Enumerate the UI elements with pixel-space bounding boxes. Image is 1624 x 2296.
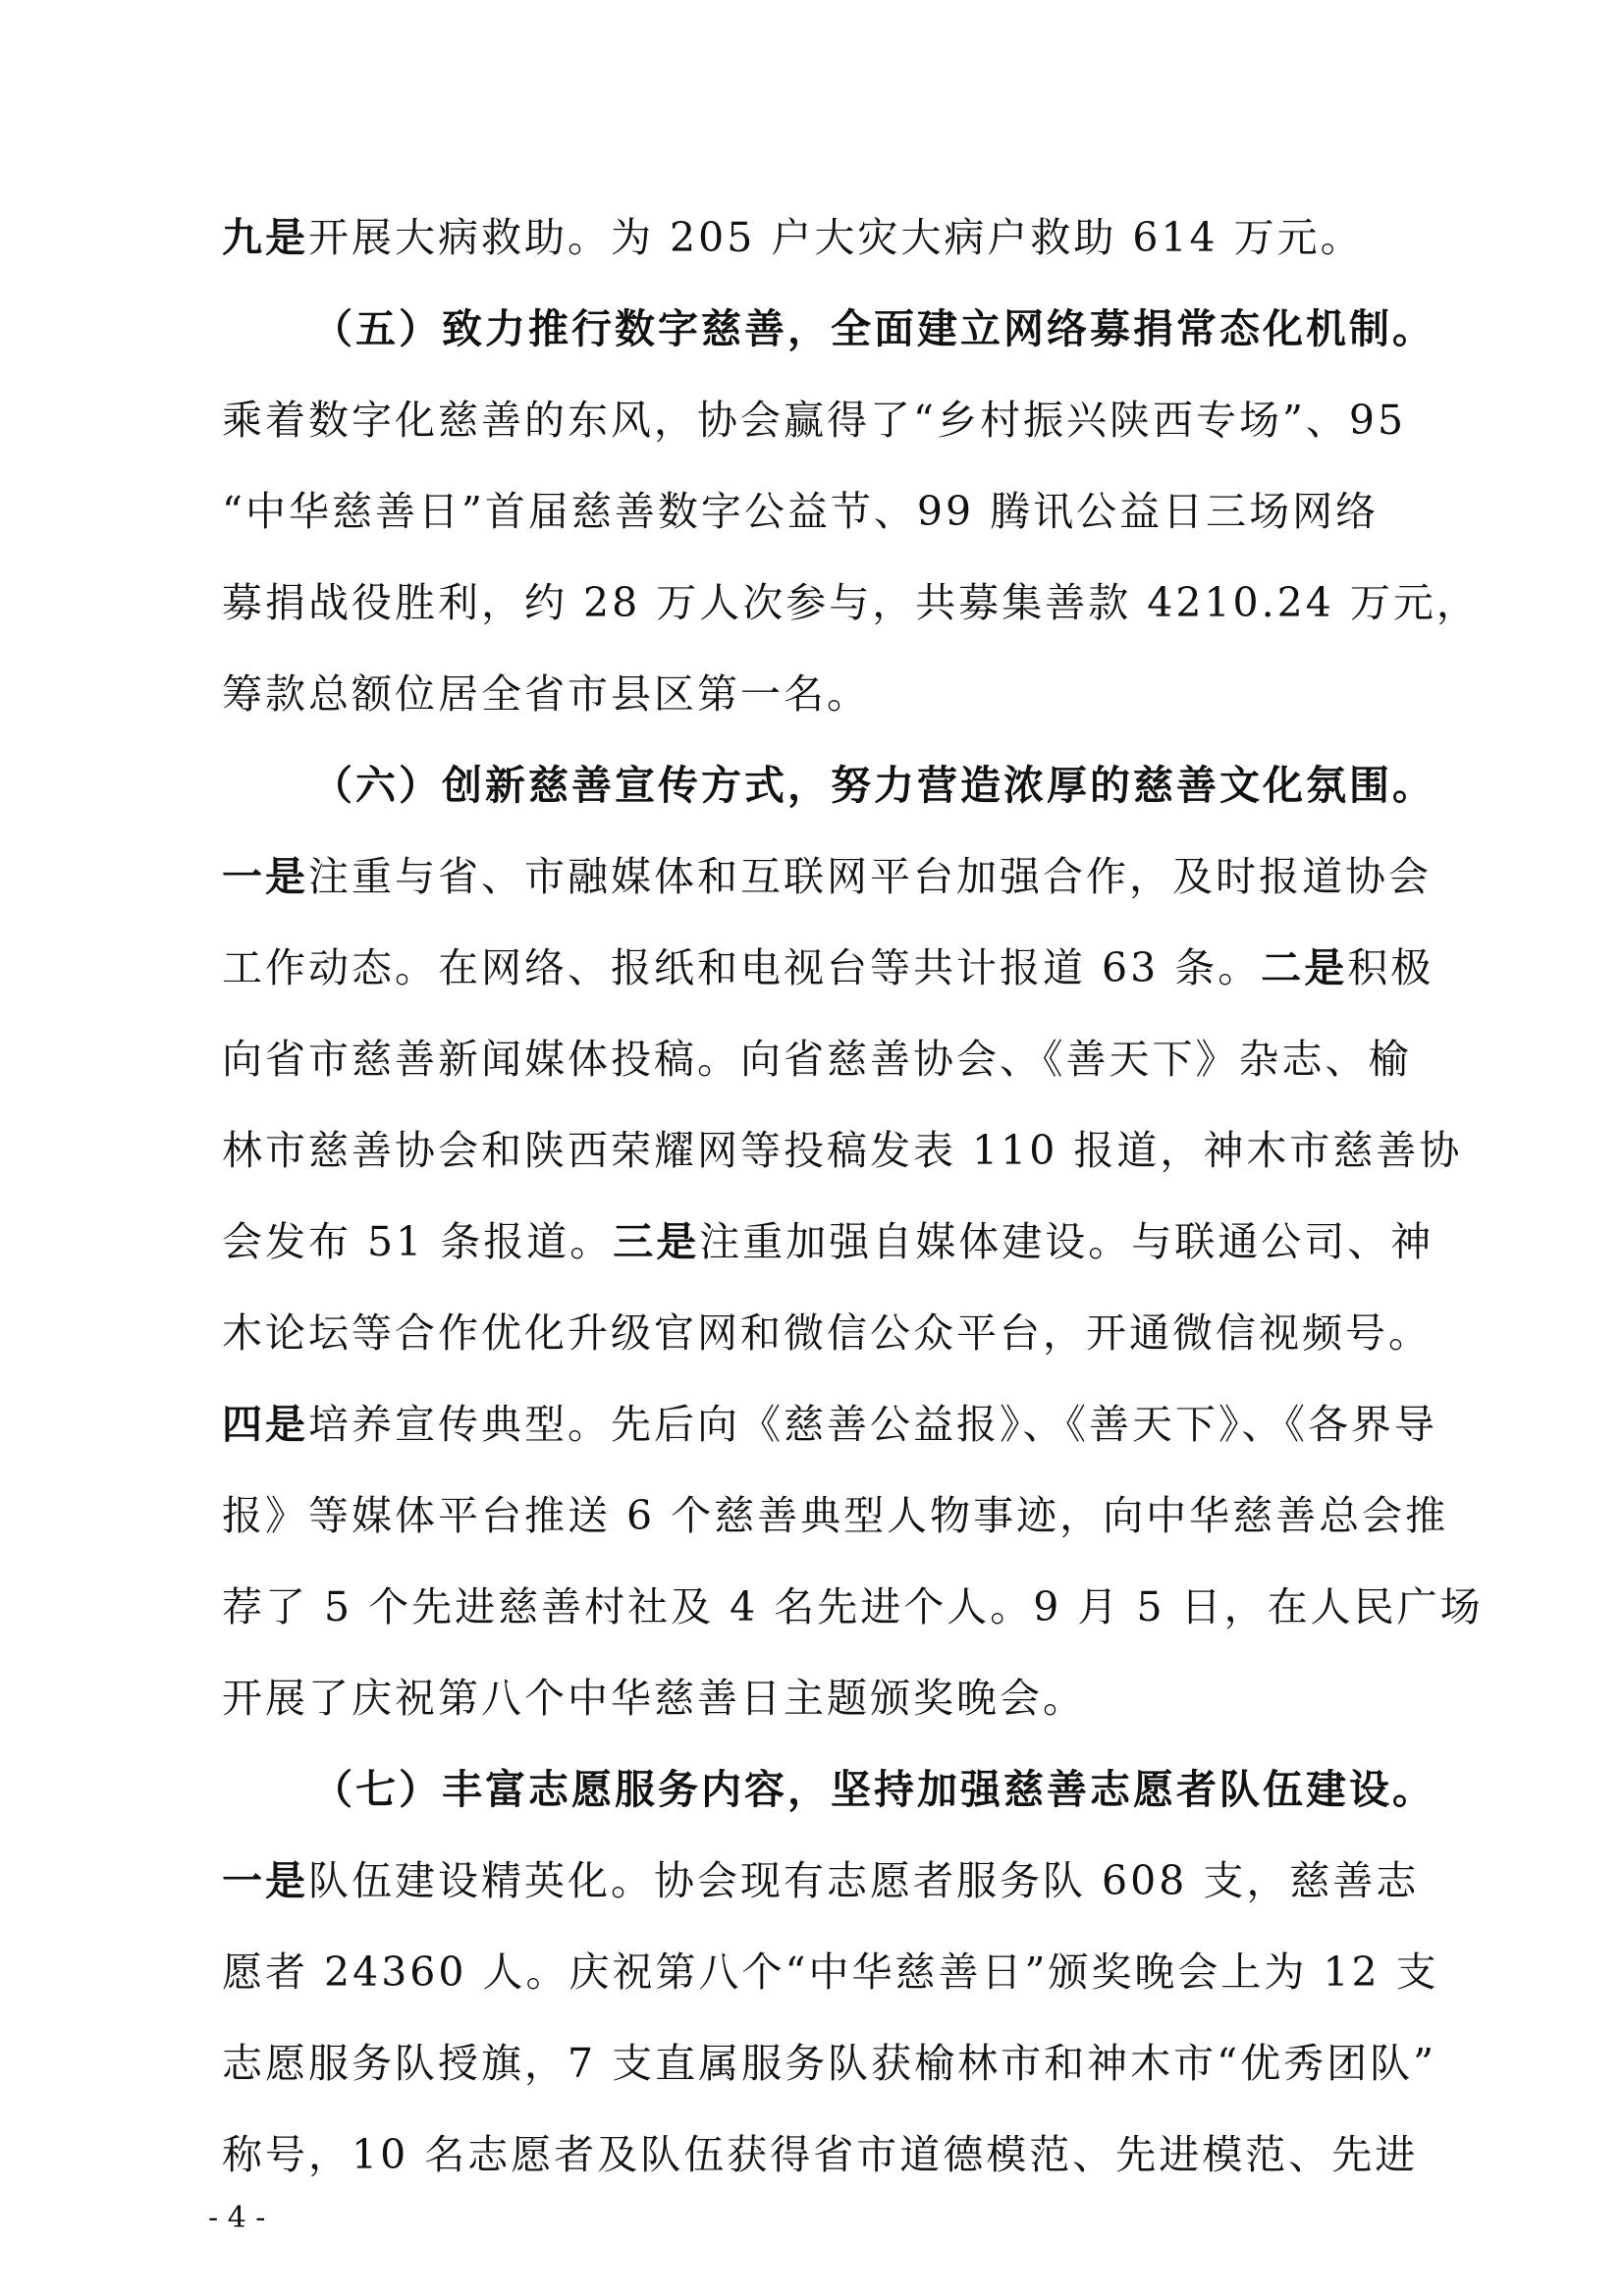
- paragraph-line: [222, 1213, 1435, 1270]
- lead-phrase: 四是: [222, 1401, 308, 1448]
- section-heading-7: （七）丰富志愿服务内容，坚持加强慈善志愿者队伍建设。: [312, 1766, 1435, 1813]
- paragraph-line: 开展了庆祝第八个中华慈善日主题颁奖晚会。: [222, 1675, 1086, 1722]
- section-heading-6: （六）创新慈善宣传方式，努力营造浓厚的慈善文化氛围。: [312, 762, 1435, 809]
- lead-phrase: 二是: [1261, 944, 1348, 991]
- paragraph-line: [222, 939, 1435, 996]
- line-text: 会发布 51 条报道。: [222, 1218, 614, 1265]
- paragraph-line: 筹款总额位居全省市县区第一名。: [222, 670, 870, 718]
- paragraph-line: 志愿服务队授旗，7 支直属服务队获榆林市和神木市“优秀团队”: [222, 2040, 1437, 2087]
- paragraph-line: 向省市慈善新闻媒体投稿。向省慈善协会、《善天下》杂志、榆: [222, 1036, 1412, 1083]
- paragraph-line: “中华慈善日”首届慈善数字公益节、99 腾讯公益日三场网络: [222, 488, 1380, 535]
- lead-phrase: 三是: [613, 1218, 700, 1265]
- line-text: 积极: [1347, 944, 1435, 991]
- lead-phrase: 一是: [222, 1857, 308, 1904]
- paragraph-line: 愿者 24360 人。庆祝第八个“中华慈善日”颁奖晚会上为 12 支: [222, 1949, 1439, 1996]
- lead-phrase: 一是: [222, 853, 308, 900]
- line-text: 注重加强自媒体建设。与联通公司、神: [699, 1218, 1435, 1265]
- paragraph-line: [222, 1396, 1437, 1453]
- paragraph-line: 募捐战役胜利，约 28 万人次参与，共募集善款 4210.24 万元，: [222, 579, 1480, 626]
- section-heading-5: （五）致力推行数字慈善，全面建立网络募捐常态化机制。: [312, 305, 1435, 352]
- paragraph-line: 报》等媒体平台推送 6 个慈善典型人物事迹，向中华慈善总会推: [222, 1492, 1449, 1539]
- page-number: - 4 -: [208, 2201, 266, 2235]
- paragraph-line: 称号，10 名志愿者及队伍获得省市道德模范、先进模范、先进: [222, 2131, 1419, 2178]
- lead-phrase: 九是: [222, 214, 308, 261]
- line-text: 开展大病救助。为 205 户大灾大病户救助 614 万元。: [308, 214, 1364, 261]
- line-text: 注重与省、市融媒体和互联网平台加强合作，及时报道协会: [308, 853, 1432, 900]
- paragraph-line: 乘着数字化慈善的东风，协会赢得了“乡村振兴陕西专场”、95: [222, 397, 1407, 444]
- paragraph-line: [222, 209, 1410, 266]
- paragraph-line: 林市慈善协会和陕西荣耀网等投稿发表 110 报道，神木市慈善协: [222, 1127, 1463, 1174]
- line-text: 工作动态。在网络、报纸和电视台等共计报道 63 条。: [222, 944, 1262, 991]
- paragraph-line: 木论坛等合作优化升级官网和微信公众平台，开通微信视频号。: [222, 1309, 1432, 1357]
- paragraph-line: [222, 1852, 1420, 1909]
- line-text: 培养宣传典型。先后向《慈善公益报》、《善天下》、《各界导: [308, 1401, 1437, 1448]
- paragraph-line: 荐了 5 个先进慈善村社及 4 名先进个人。9 月 5 日，在人民广场: [222, 1583, 1484, 1630]
- line-text: 队伍建设精英化。协会现有志愿者服务队 608 支，慈善志: [308, 1857, 1420, 1904]
- paragraph-line: [222, 848, 1432, 905]
